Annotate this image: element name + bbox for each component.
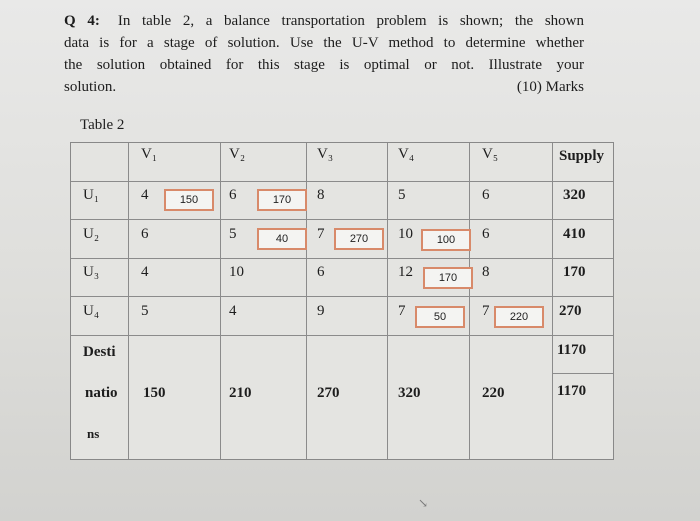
row-label-u2: U₂ <box>83 226 100 242</box>
cost-cell: 12 <box>398 264 413 280</box>
cost-cell: 5 <box>141 303 149 319</box>
cost-cell: 4 <box>141 187 149 203</box>
destinations-label-2: natio <box>85 385 118 401</box>
table-caption: Table 2 <box>80 117 125 133</box>
header-v2: V₂ <box>229 146 246 162</box>
demand-cell: 210 <box>229 385 252 401</box>
header-v1: V₁ <box>141 146 158 162</box>
marks-label: (10) Marks <box>516 79 584 95</box>
cost-cell: 9 <box>317 303 325 319</box>
cost-cell: 10 <box>229 264 244 280</box>
cost-cell: 5 <box>229 226 237 242</box>
header-v4: V₄ <box>398 146 415 162</box>
demand-cell: 150 <box>143 385 166 401</box>
supply-cell: 170 <box>563 264 586 280</box>
cost-cell: 7 <box>482 303 490 319</box>
allocation-cell: 50 <box>415 306 465 328</box>
question-line-2: data is for a stage of solution. Use the U-V method to determine whether <box>64 35 584 51</box>
destinations-label-1: Desti <box>83 344 116 360</box>
cost-cell: 5 <box>398 187 406 203</box>
header-supply: Supply <box>559 148 605 164</box>
cost-cell: 8 <box>317 187 325 203</box>
cost-cell: 7 <box>398 303 406 319</box>
allocation-cell: 220 <box>494 306 544 328</box>
header-v3: V₃ <box>317 146 334 162</box>
allocation-cell: 40 <box>257 228 307 250</box>
cost-cell: 6 <box>229 187 237 203</box>
cursor-icon: ↘ <box>418 496 429 510</box>
supply-cell: 270 <box>559 303 582 319</box>
supply-cell: 320 <box>563 187 586 203</box>
question-line-1: Q 4: In table 2, a balance transportation problem is shown; the shown <box>64 13 584 29</box>
cost-cell: 10 <box>398 226 413 242</box>
cost-cell: 4 <box>141 264 149 280</box>
cost-cell: 7 <box>317 226 325 242</box>
question-line-3: the solution obtained for this stage is optimal or not. Illustrate your <box>64 57 584 73</box>
question-line-4: solution. (10) Marks <box>64 76 584 98</box>
supply-total-2: 1170 <box>557 383 587 399</box>
row-label-u4: U₄ <box>83 303 100 319</box>
allocation-cell: 170 <box>423 267 473 289</box>
cost-cell: 6 <box>141 226 149 242</box>
demand-cell: 220 <box>482 385 505 401</box>
supply-total-1: 1170 <box>557 342 587 358</box>
allocation-cell: 150 <box>164 189 214 211</box>
demand-cell: 270 <box>317 385 340 401</box>
cost-cell: 8 <box>482 264 490 280</box>
cost-cell: 6 <box>482 187 490 203</box>
cost-cell: 6 <box>317 264 325 280</box>
allocation-cell: 100 <box>421 229 471 251</box>
demand-cell: 320 <box>398 385 421 401</box>
question-number: Q 4: <box>64 13 100 29</box>
destinations-label-3: ns <box>87 426 100 441</box>
question-block <box>64 10 584 98</box>
transportation-table <box>70 142 614 460</box>
allocation-cell: 270 <box>334 228 384 250</box>
supply-cell: 410 <box>563 226 586 242</box>
header-v5: V₅ <box>482 146 499 162</box>
row-label-u3: U₃ <box>83 264 100 280</box>
row-label-u1: U₁ <box>83 187 100 203</box>
cost-cell: 6 <box>482 226 490 242</box>
allocation-cell: 170 <box>257 189 307 211</box>
cost-cell: 4 <box>229 303 237 319</box>
